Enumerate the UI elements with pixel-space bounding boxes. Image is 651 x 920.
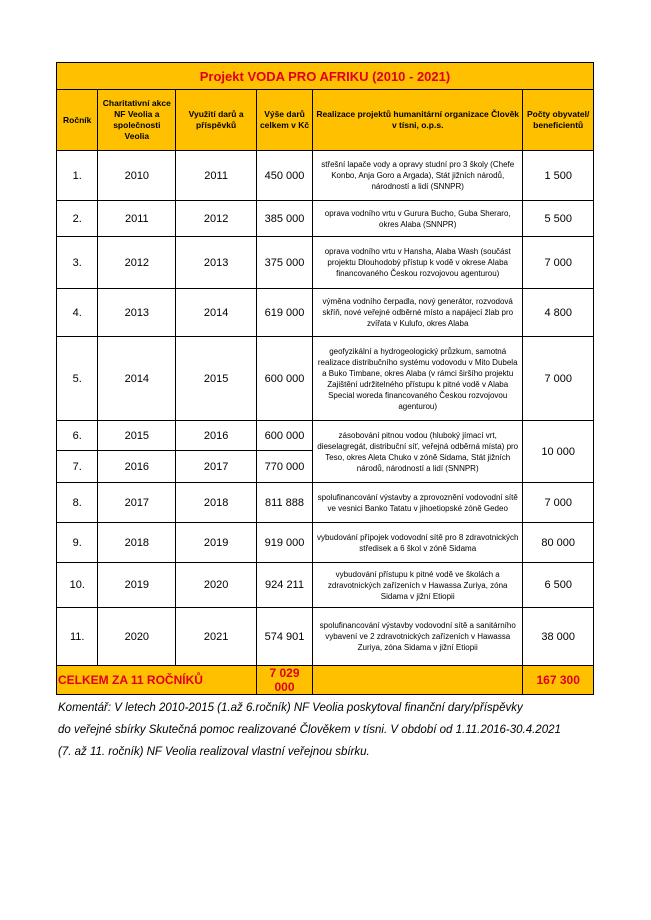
row-pocty-merged: 10 000 xyxy=(523,421,594,483)
row-vyse: 450 000 xyxy=(257,151,313,201)
row-vyuziti: 2019 xyxy=(176,523,257,563)
row-desc: oprava vodního vrtu v Gurura Bucho, Guba Sheraro, okres Alaba (SNNPR) xyxy=(313,201,523,237)
row-vyuziti: 2017 xyxy=(176,451,257,483)
row-pocty: 5 500 xyxy=(523,201,594,237)
project-table xyxy=(56,62,594,695)
row-akce: 2015 xyxy=(98,421,176,451)
row-vyse: 811 888 xyxy=(257,483,313,523)
header-rocnik: Ročník xyxy=(57,90,98,151)
row-vyuziti: 2020 xyxy=(176,563,257,608)
comment-line: (7. až 11. ročník) NF Veolia realizoval vlastní veřejnou sbírku. xyxy=(58,746,370,758)
comment-line: do veřejné sbírky Skutečná pomoc realizované Člověkem v tísni. V období od 1.11.2016-30.4.2021 xyxy=(58,724,561,736)
row-rocnik: 6. xyxy=(57,421,98,451)
row-pocty: 6 500 xyxy=(523,563,594,608)
row-vyuziti: 2016 xyxy=(176,421,257,451)
row-rocnik: 4. xyxy=(57,289,98,337)
row-pocty: 4 800 xyxy=(523,289,594,337)
header-vyuziti: Využití darů a příspěvků xyxy=(176,90,257,151)
header-pocty: Počty obyvatel/ beneficientů xyxy=(523,90,594,151)
row-rocnik: 11. xyxy=(57,608,98,666)
row-desc: spolufinancování výstavby vodovodní sítě a sanitárního vybavení ve 2 zdravotnických zařízeních v Hawassa Zuriya, zóna Sidama v jižní Etiopii xyxy=(313,608,523,666)
row-akce: 2013 xyxy=(98,289,176,337)
row-vyuziti: 2012 xyxy=(176,201,257,237)
table-row xyxy=(57,337,594,421)
row-pocty: 1 500 xyxy=(523,151,594,201)
table-row xyxy=(57,237,594,289)
table-row xyxy=(57,201,594,237)
table-row xyxy=(57,523,594,563)
row-vyse: 600 000 xyxy=(257,421,313,451)
row-rocnik: 3. xyxy=(57,237,98,289)
table-row xyxy=(57,608,594,666)
row-vyuziti: 2015 xyxy=(176,337,257,421)
row-vyse: 385 000 xyxy=(257,201,313,237)
row-pocty: 38 000 xyxy=(523,608,594,666)
row-vyse: 600 000 xyxy=(257,337,313,421)
header-realizace: Realizace projektů humanitární organizace Člověk v tísni, o.p.s. xyxy=(313,90,523,151)
row-vyse: 619 000 xyxy=(257,289,313,337)
row-desc-merged: zásobování pitnou vodou (hluboký jímací vrt, dieselagregát, distribuční síť, veřejná odběrná místa) pro Teso, okres Aleta Chuko v zóně Sidama, Stát jižních národů, národností a lidí (SNNPR) xyxy=(313,421,523,483)
table-title: Projekt VODA PRO AFRIKU (2010 - 2021) xyxy=(57,63,594,90)
comment-block xyxy=(58,697,618,763)
header-row xyxy=(57,90,594,151)
row-desc: vybudování přístupu k pitné vodě ve školách a zdravotnických zařízeních v Hawassa Zuriya, zóna Sidama v jižní Etiopii xyxy=(313,563,523,608)
comment-line: Komentář: V letech 2010-2015 (1.až 6.ročník) NF Veolia poskytoval finanční dary/příspěvky xyxy=(58,702,523,714)
total-amount: 7 029 000 xyxy=(257,666,313,695)
row-desc: geofyzikální a hydrogeologický průzkum, samotná realizace distribučního systému vodovodu v Mito Dubela a Buko Timbane, okres Alaba (v rámci širšího projektu Zajištění udržitelného přístupu k pitné vodě v Alaba Special woreda financovaného Českou rozvojovou agenturou) xyxy=(313,337,523,421)
row-desc: oprava vodního vrtu v Hansha, Alaba Wash (součást projektu Dlouhodobý přístup k vodě v okrese Alaba financovaného Českou rozvojovou agenturou) xyxy=(313,237,523,289)
row-vyuziti: 2018 xyxy=(176,483,257,523)
row-vyuziti: 2011 xyxy=(176,151,257,201)
table-row xyxy=(57,289,594,337)
row-rocnik: 1. xyxy=(57,151,98,201)
row-rocnik: 8. xyxy=(57,483,98,523)
row-vyse: 770 000 xyxy=(257,451,313,483)
total-empty xyxy=(313,666,523,695)
row-vyuziti: 2021 xyxy=(176,608,257,666)
row-vyuziti: 2014 xyxy=(176,289,257,337)
row-vyuziti: 2013 xyxy=(176,237,257,289)
row-rocnik: 5. xyxy=(57,337,98,421)
row-pocty: 7 000 xyxy=(523,237,594,289)
header-charitativni: Charitativní akce NF Veolia a společnosti Veolia xyxy=(98,90,176,151)
row-desc: vybudování přípojek vodovodní sítě pro 8 zdravotnických středisek a 6 škol v zóně Sidama xyxy=(313,523,523,563)
row-desc: výměna vodního čerpadla, nový generátor, rozvodová skříň, nové veřejné odběrné místo a napájecí žlab pro zvířata v Kulufo, okres Alaba xyxy=(313,289,523,337)
row-akce: 2012 xyxy=(98,237,176,289)
row-akce: 2020 xyxy=(98,608,176,666)
row-akce: 2011 xyxy=(98,201,176,237)
table-row xyxy=(57,563,594,608)
table-row xyxy=(57,421,594,451)
row-vyse: 375 000 xyxy=(257,237,313,289)
table-row xyxy=(57,483,594,523)
row-vyse: 924 211 xyxy=(257,563,313,608)
row-akce: 2017 xyxy=(98,483,176,523)
row-pocty: 7 000 xyxy=(523,337,594,421)
total-label: CELKEM ZA 11 ROČNÍKŮ xyxy=(57,666,257,695)
row-rocnik: 10. xyxy=(57,563,98,608)
table-row xyxy=(57,151,594,201)
row-akce: 2018 xyxy=(98,523,176,563)
total-beneficiaries: 167 300 xyxy=(523,666,594,695)
row-desc: spolufinancování výstavby a zprovoznění vodovodní sítě ve vesnici Banko Tatatu v jihoetiopské zóně Gedeo xyxy=(313,483,523,523)
row-pocty: 7 000 xyxy=(523,483,594,523)
row-pocty: 80 000 xyxy=(523,523,594,563)
row-desc: střešní lapače vody a opravy studní pro 3 školy (Chefe Konbo, Anja Goro a Argada), Stát jižních národů, národností a lidí (SNNPR) xyxy=(313,151,523,201)
row-akce: 2010 xyxy=(98,151,176,201)
header-vyse: Výše darů celkem v Kč xyxy=(257,90,313,151)
row-vyse: 919 000 xyxy=(257,523,313,563)
row-vyse: 574 901 xyxy=(257,608,313,666)
row-akce: 2016 xyxy=(98,451,176,483)
row-rocnik: 2. xyxy=(57,201,98,237)
row-akce: 2019 xyxy=(98,563,176,608)
row-rocnik: 9. xyxy=(57,523,98,563)
row-akce: 2014 xyxy=(98,337,176,421)
total-row xyxy=(57,666,594,695)
row-rocnik: 7. xyxy=(57,451,98,483)
